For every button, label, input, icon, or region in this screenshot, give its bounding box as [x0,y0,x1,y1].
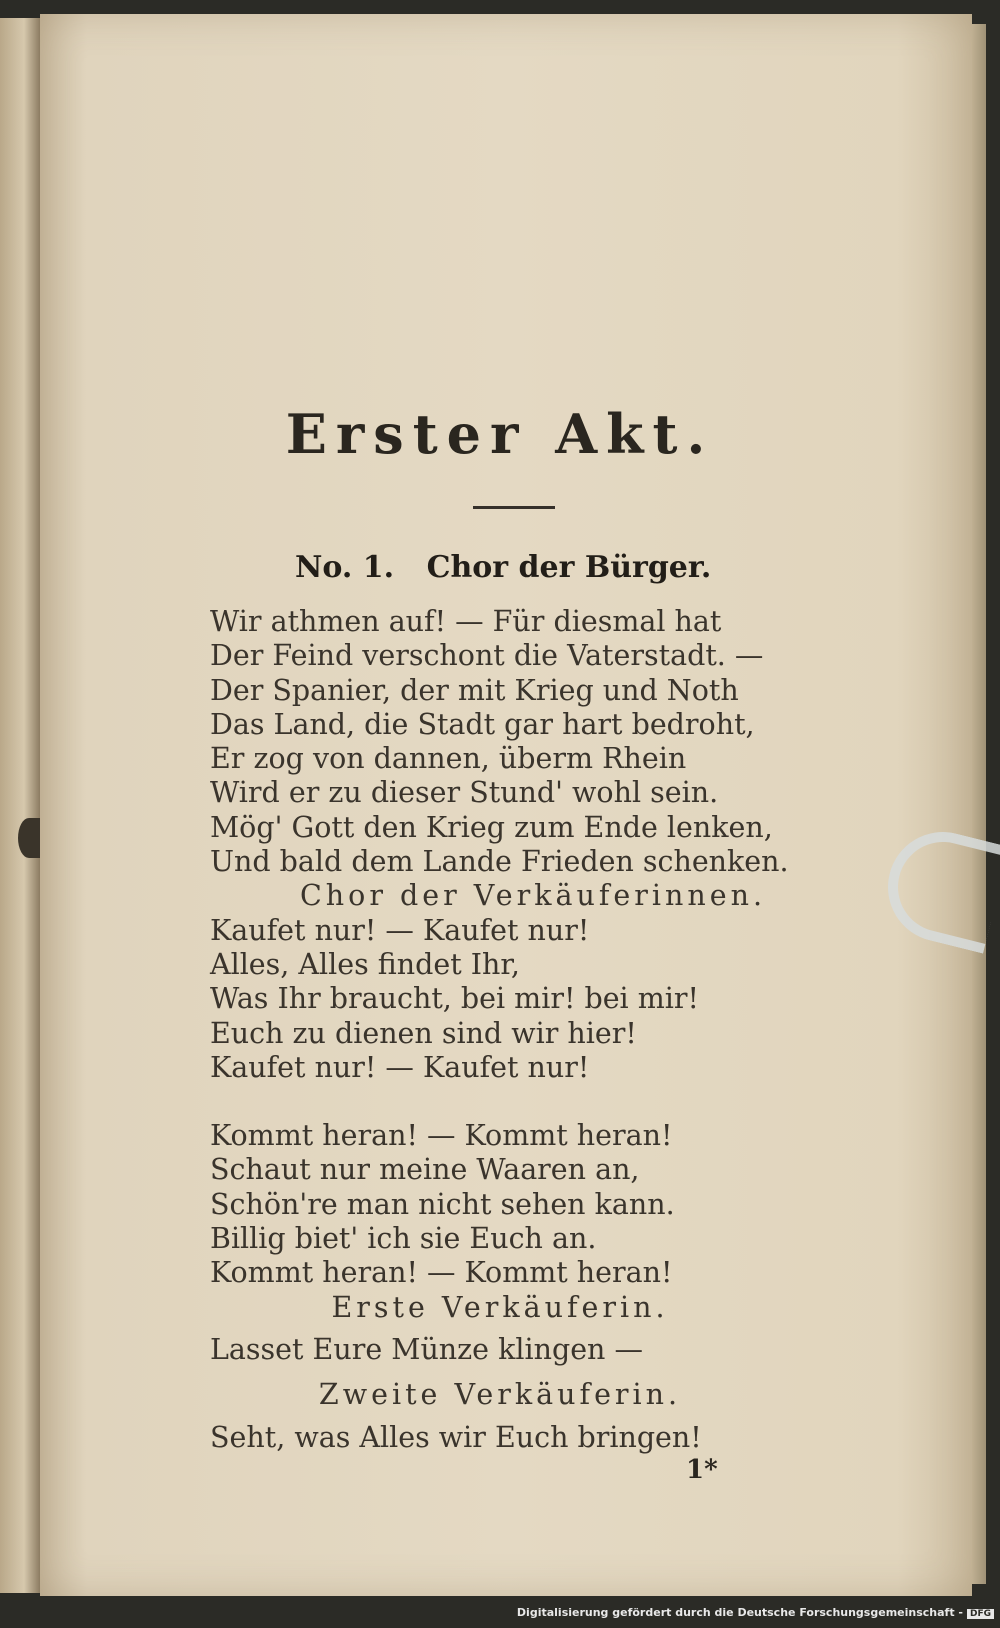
verse-line: Wir athmen auf! — Für diesmal hat [210,605,722,638]
verse-line: Das Land, die Stadt gar hart bedroht, [210,707,755,741]
number-title [295,550,711,585]
act-heading: Erster Akt. [285,402,715,466]
digitization-credit [517,1606,994,1619]
verse-line: Er zog von dannen, überm Rhein [210,742,687,776]
verse-line: Was Ihr braucht, bei mir! bei mir! [210,982,699,1016]
verse-line: Alles, Alles findet Ihr, [210,947,520,981]
verse-line: Lasset Eure Münze klingen — [210,1333,643,1366]
signature-mark: 1* [686,1455,718,1485]
verse-line: Kommt heran! — Kommt heran! [210,1256,673,1290]
verse-line: Und bald dem Lande Frieden schenken. [210,845,789,879]
verse-block [210,605,789,1291]
facing-page-edge [0,18,40,1593]
speaker-label: Chor der Verkäuferinnen. [300,879,767,913]
verse-line: Der Spanier, der mit Krieg und Noth [210,673,739,707]
verse-line: Wird er zu dieser Stund' wohl sein. [210,776,719,810]
verse-line: Euch zu dienen sind wir hier! [210,1016,637,1050]
credit-text: Digitalisierung gefördert durch die Deutsche Forschungsgemeinschaft - [516,1606,963,1619]
page-tear [18,818,40,858]
number-title-text: Chor der Bürger. [426,550,712,585]
verse-line: Mög' Gott den Krieg zum Ende lenken, [210,810,773,844]
verse-line: Der Feind verschont die Vaterstadt. — [210,639,764,673]
dfg-logo: DFG [967,1609,994,1619]
verse-line: Kaufet nur! — Kaufet nur! [210,913,590,947]
number-label: No. 1. [295,550,395,585]
verse-line: Kommt heran! — Kommt heran! [210,1119,673,1153]
heading-rule [473,506,555,509]
page-stack-edge [972,24,986,1584]
verse-line: Seht, was Alles wir Euch bringen! [210,1421,702,1454]
verse-line: Kaufet nur! — Kaufet nur! [210,1050,590,1084]
verse-line: Schaut nur meine Waaren an, [210,1153,640,1187]
verse-line: Billig biet' ich sie Euch an. [210,1222,597,1256]
verse-line: Schön're man nicht sehen kann. [210,1187,675,1221]
stanza-gap [210,1085,789,1119]
speaker-label: Zweite Verkäuferin. [318,1378,682,1411]
speaker-label: Erste Verkäuferin. [331,1291,669,1324]
